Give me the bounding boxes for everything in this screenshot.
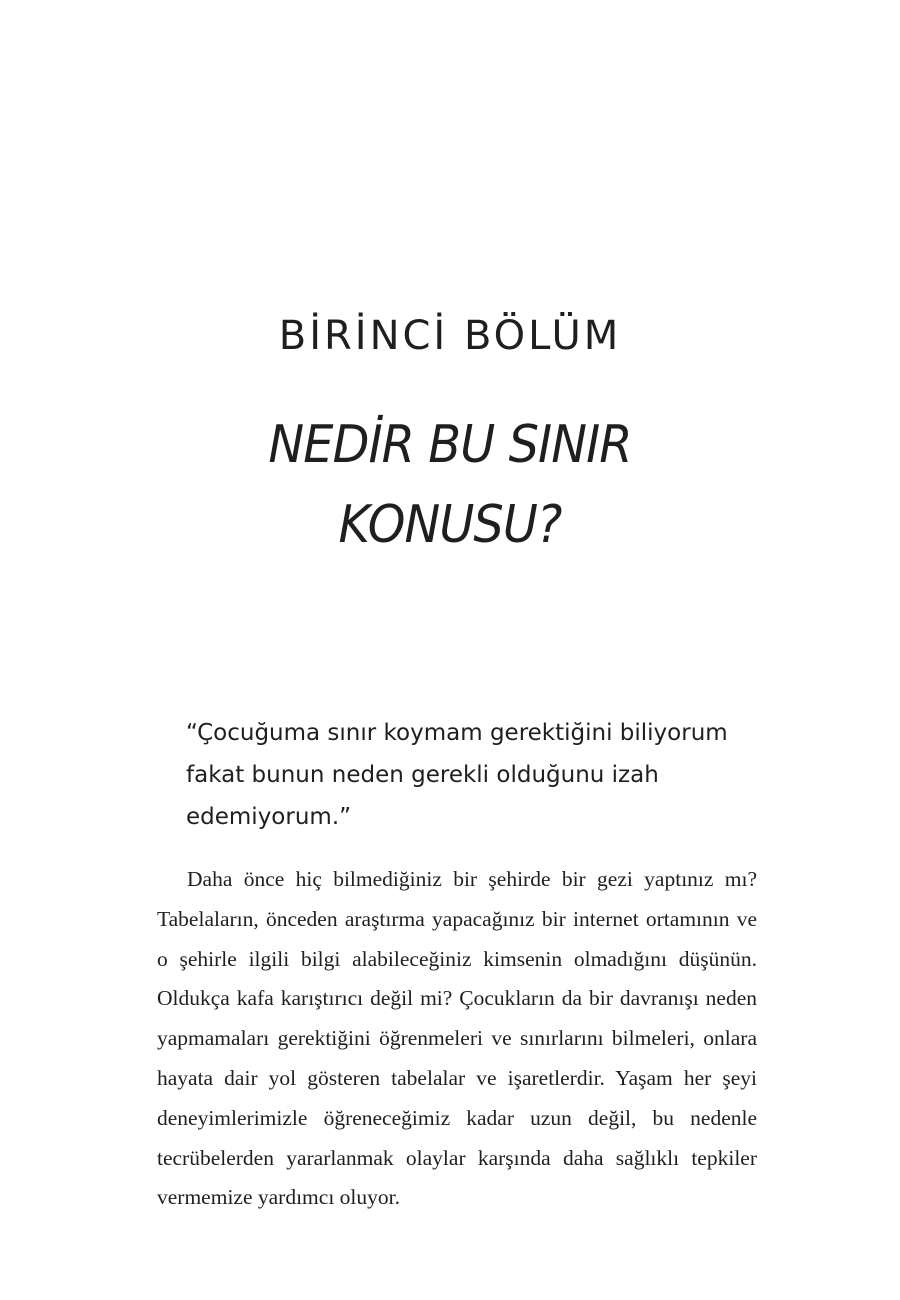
chapter-title-line-2: KONUSU? bbox=[338, 495, 562, 555]
chapter-title-line-1: NEDİR BU SINIR bbox=[268, 415, 632, 475]
chapter-title bbox=[36, 405, 864, 565]
pull-quote: “Çocuğuma sınır koymam gerektiğini biliyorum fakat bunun neden gerekli olduğunu izah edemiyorum.” bbox=[186, 720, 728, 830]
chapter-label: BİRİNCİ BÖLÜM bbox=[278, 313, 622, 359]
body-paragraph: Daha önce hiç bilmediğiniz bir şehirde bir gezi yaptınız mı? Tabelaların, önceden araştırma yapacağınız bir internet ortamının ve o şehirle ilgili bilgi alabileceğiniz kimsenin olmadığını düşünün. Oldukça kafa karıştırıcı değil mi? Çocukların da bir davranışı neden yapmamaları gerektiğini öğrenmeleri ve sınırlarını bilmeleri, onlara hayata dair yol gösteren tabelalar ve işaretlerdir. Yaşam her şeyi deneyimlerimizle öğreneceğimiz kadar uzun değil, bu nedenle tecrübelerden yararlanmak olaylar karşında daha sağlıklı tepkiler vermemize yardımcı oluyor. bbox=[157, 867, 757, 1210]
